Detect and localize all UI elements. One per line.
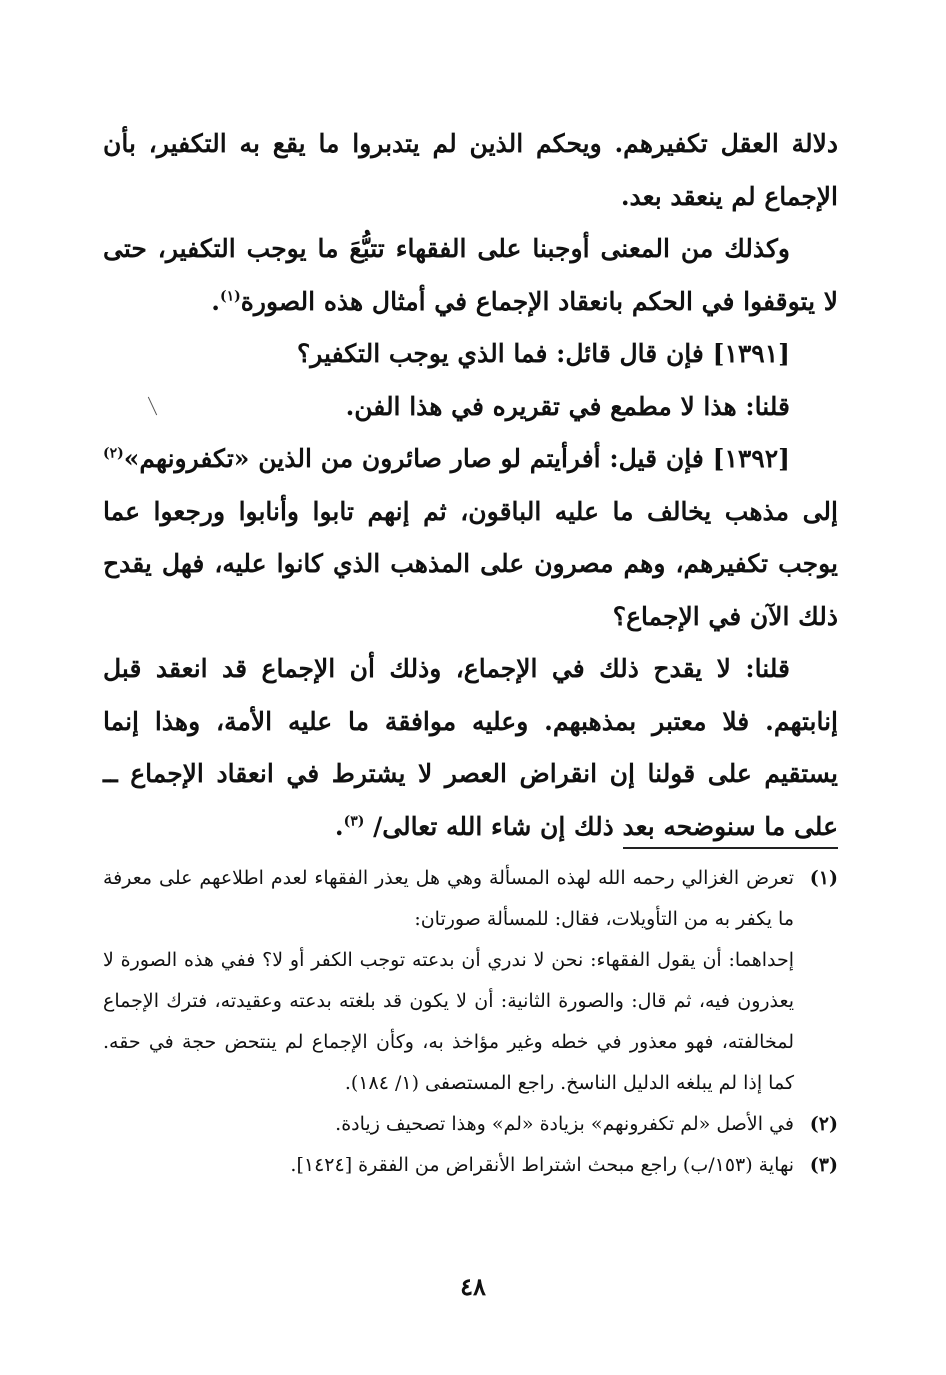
paragraph-answer-1392-end: .	[334, 811, 344, 841]
footnotes	[103, 858, 838, 1186]
paragraph-answer-1391-text: قلنا: هذا لا مطمع في تقريره في هذا الفن.	[345, 391, 790, 421]
paragraph-1392-text: فإن قيل: أفرأيتم لو صار صائرون من الذين «تكفرونهم»	[123, 444, 704, 473]
paragraph-answer-1392-text: قلنا: لا يقدح ذلك في الإجماع، وذلك أن الإجماع قد انعقد قبل إنابتهم. فلا معتبر بمذهبهم. وعليه موافقة ما عليه الأمة، وهذا إنما يستقيم على قولنا إن انقراض العصر لا يشترط في انعقاد الإجماع ــ على ما سنوضحه بعد ذلك إن شاء الله تعالى/	[103, 654, 838, 841]
paragraph-1392-continued: إلى مذهب يخالف ما عليه الباقون، ثم إنهم تابوا وأنابوا ورجعوا عما يوجب تكفيرهم، وهم مصرون على المذهب الذي كانوا عليه، فهل يقدح ذلك الآن في الإجماع؟	[103, 496, 838, 631]
footnote-2-paragraph: في الأصل «لم تكفرونهم» بزيادة «لم» وهذا تصحيف زيادة.	[335, 1113, 794, 1135]
footnote-3	[103, 1145, 838, 1186]
paragraph-1-text: دلالة العقل تكفيرهم. ويحكم الذين لم يتدبروا ما يقع به التكفير، بأن الإجماع لم ينعقد بعد.	[103, 129, 838, 211]
paragraph-1391	[103, 328, 838, 381]
paragraph-number-1391: [١٣٩١]	[712, 339, 790, 368]
footnote-2	[103, 1104, 838, 1145]
footnote-ref-3[interactable]: (٣)	[343, 813, 365, 830]
paragraph-2	[103, 223, 838, 328]
paragraph-number-1392: [١٣٩٢]	[712, 444, 790, 473]
footnote-1-paragraph: تعرض الغزالي رحمه الله لهذه المسألة وهي هل يعذر الفقهاء لعدم اطلاعهم على معرفة ما يكفر به من التأويلات، فقال: للمسألة صورتان:	[103, 867, 794, 930]
footnote-1-paragraph: إحداهما: أن يقول الفقهاء: نحن لا ندري أن بدعته توجب الكفر أو لا؟ ففي هذه الصورة لا يعذرون فيه، ثم قال: والصورة الثانية: أن لا يكون قد بلغته بدعته وعقيدته، فترك الإجماع لمخالفته، فهو معذور في خطه وغير مؤاخذ به، وكأن الإجماع لم ينتحض حجة في حقه. كما إذا لم يبلغه الدليل الناسخ. راجع المستصفى (١/ ١٨٤).	[103, 949, 794, 1094]
footnote-ref-1[interactable]: (١)	[220, 288, 241, 305]
paragraph-answer-1392	[103, 643, 838, 853]
footnote-1	[103, 858, 838, 1104]
paragraph-1391-text: فإن قال قائل: فما الذي يوجب التكفير؟	[296, 339, 704, 368]
footnote-marker: (٢)	[809, 1113, 838, 1135]
paragraph-1	[103, 118, 838, 223]
footnote-3-paragraph: نهاية (١٥٣/ب) راجع مبحث اشتراط الأنقراض من الفقرة [١٤٢٤].	[290, 1154, 794, 1176]
paragraph-answer-1391	[103, 381, 838, 434]
footnote-separator	[623, 847, 838, 849]
footnote-marker: (١)	[809, 867, 838, 889]
footnote-marker: (٣)	[809, 1154, 838, 1176]
page-number: ٤٨	[460, 1272, 486, 1301]
paragraph-2-text: وكذلك من المعنى أوجبنا على الفقهاء تتبُّعَ ما يوجب التكفير، حتى لا يتوقفوا في الحكم بانعقاد الإجماع في أمثال هذه الصورة	[103, 234, 838, 316]
main-text	[103, 118, 838, 853]
paragraph-1392	[103, 433, 838, 643]
paragraph-2-end: .	[211, 286, 220, 316]
footnote-ref-2[interactable]: (٢)	[103, 445, 124, 462]
